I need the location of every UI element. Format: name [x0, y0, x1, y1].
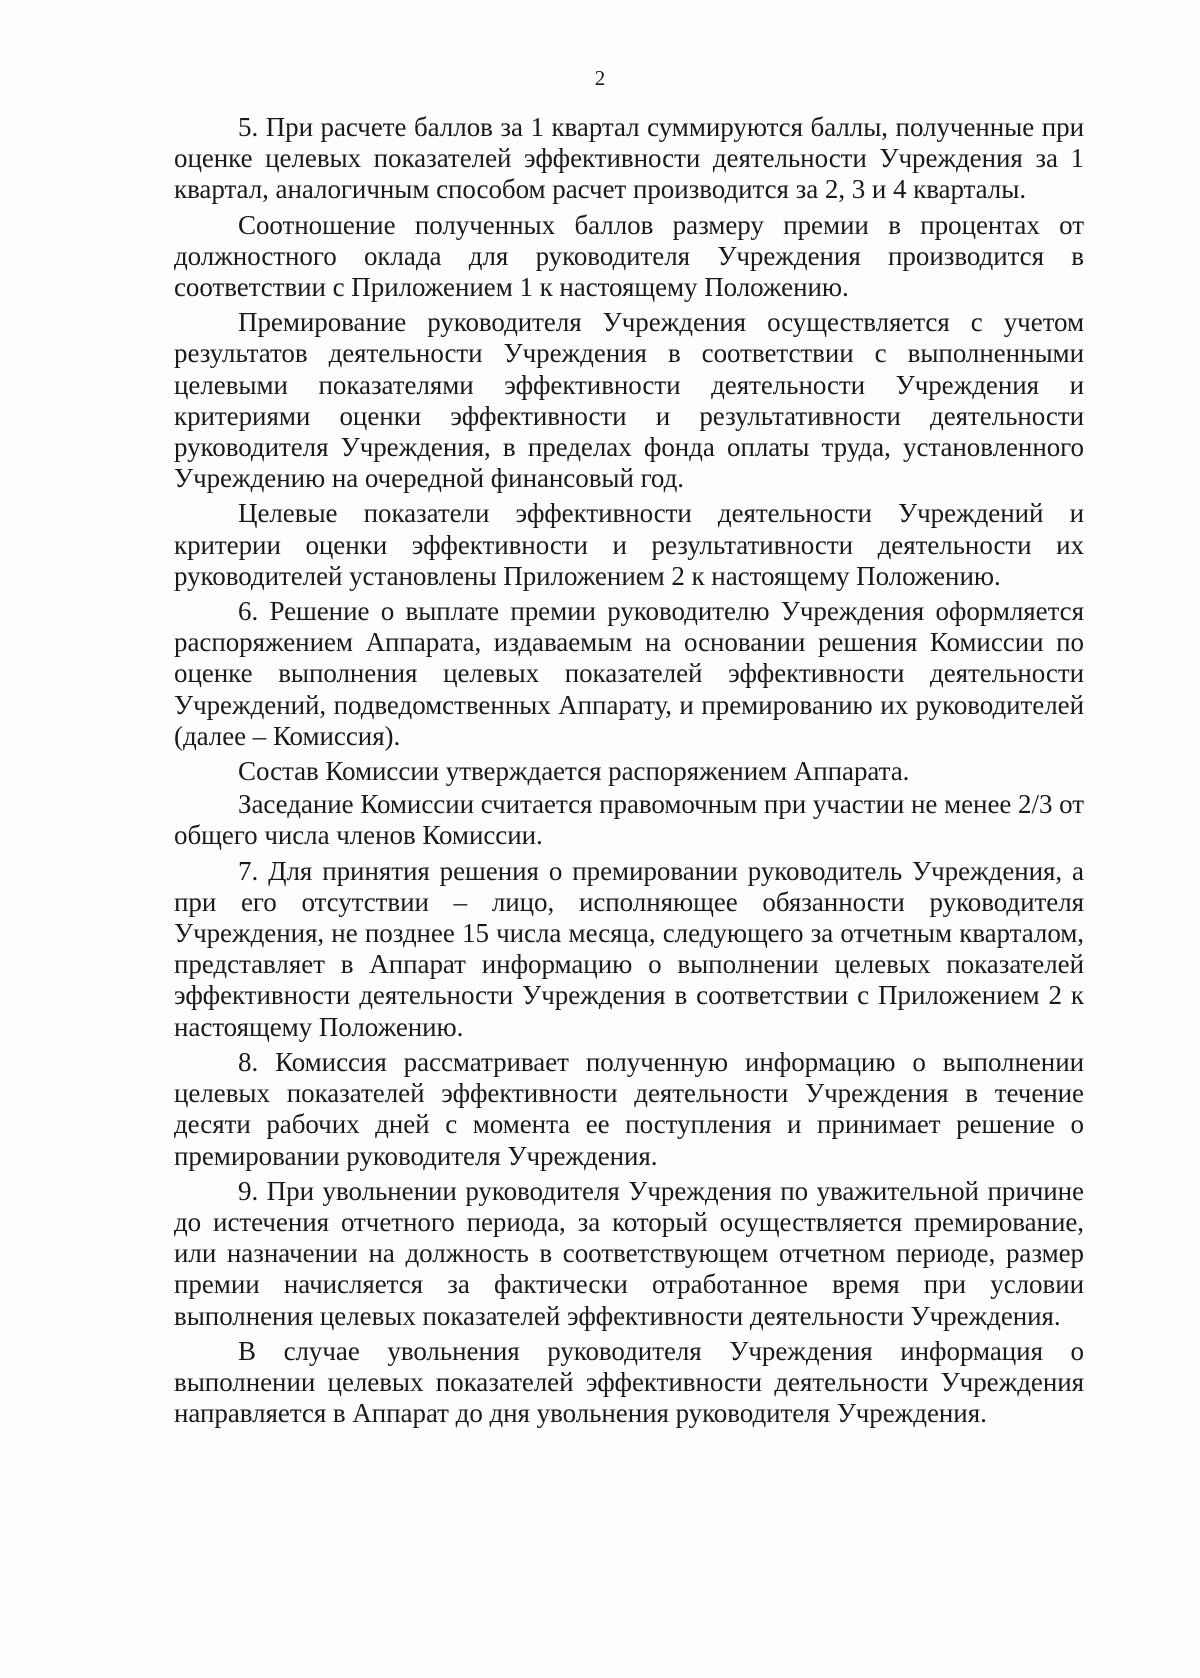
paragraph-target-indicators: Целевые показатели эффективности деятельности Учреждений и критерии оценки эффективности и результативности деятельности их руководителей установлены Приложением 2 к настоящему Положению. [174, 498, 1084, 591]
paragraph-commission-quorum: Заседание Комиссии считается правомочным при участии не менее 2/3 от общего числа членов Комиссии. [174, 789, 1084, 851]
document-body [174, 112, 1084, 1433]
paragraph-6-bonus-decision: 6. Решение о выплате премии руководителю Учреждения оформляется распоряжением Аппарата, издаваемым на основании решения Комиссии по оценке выполнения целевых показателей эффективности деятельности Учреждений, подведомственных Аппарату, и премированию их руководителей (далее – Комиссия). [174, 596, 1084, 751]
paragraph-dismissal-information: В случае увольнения руководителя Учреждения информация о выполнении целевых показателей эффективности деятельности Учреждения направляется в Аппарат до дня увольнения руководителя Учреждения. [174, 1335, 1084, 1429]
paragraph-commission-composition: Состав Комиссии утверждается распоряжением Аппарата. [238, 756, 910, 787]
paragraph-8-commission-review: 8. Комиссия рассматривает полученную информацию о выполнении целевых показателей эффективности деятельности Учреждения в течение десяти рабочих дней с момента ее поступления и принимает решение о премировании руководителя Учреждения. [174, 1046, 1084, 1171]
paragraph-bonus-conditions: Премирование руководителя Учреждения осуществляется с учетом результатов деятельности Учреждения в соответствии с выполненными целевыми показателями эффективности деятельности Учреждения и критериями оценки эффективности и результативности деятельности руководителя Учреждения, в пределах фонда оплаты труда, установленного Учреждению на очередной финансовый год. [174, 307, 1084, 494]
paragraph-points-to-bonus-ratio: Соотношение полученных баллов размеру премии в процентах от должностного оклада для руководителя Учреждения производится в соответствии с Приложением 1 к настоящему Положению. [174, 209, 1084, 303]
paragraph-5-point-calculation: 5. При расчете баллов за 1 квартал суммируются баллы, полученные при оценке целевых показателей эффективности деятельности Учреждения за 1 квартал, аналогичным способом расчет производится за 2, 3 и 4 кварталы. [174, 112, 1084, 205]
page-number: 2 [594, 66, 606, 90]
paragraph-9-dismissal-bonus: 9. При увольнении руководителя Учреждения по уважительной причине до истечения отчетного периода, за который осуществляется премирование, или назначении на должность в соответствующем отчетном периоде, размер премии начисляется за фактически отработанное время при условии выполнения целевых показателей эффективности деятельности Учреждения. [174, 1175, 1084, 1331]
paragraph-7-information-submission: 7. Для принятия решения о премировании руководитель Учреждения, а при его отсутствии – лицо, исполняющее обязанности руководителя Учреждения, не позднее 15 числа месяца, следующего за отчетным кварталом, представляет в Аппарат информацию о выполнении целевых показателей эффективности деятельности Учреждения в соответствии с Приложением 2 к настоящему Положению. [174, 855, 1084, 1042]
